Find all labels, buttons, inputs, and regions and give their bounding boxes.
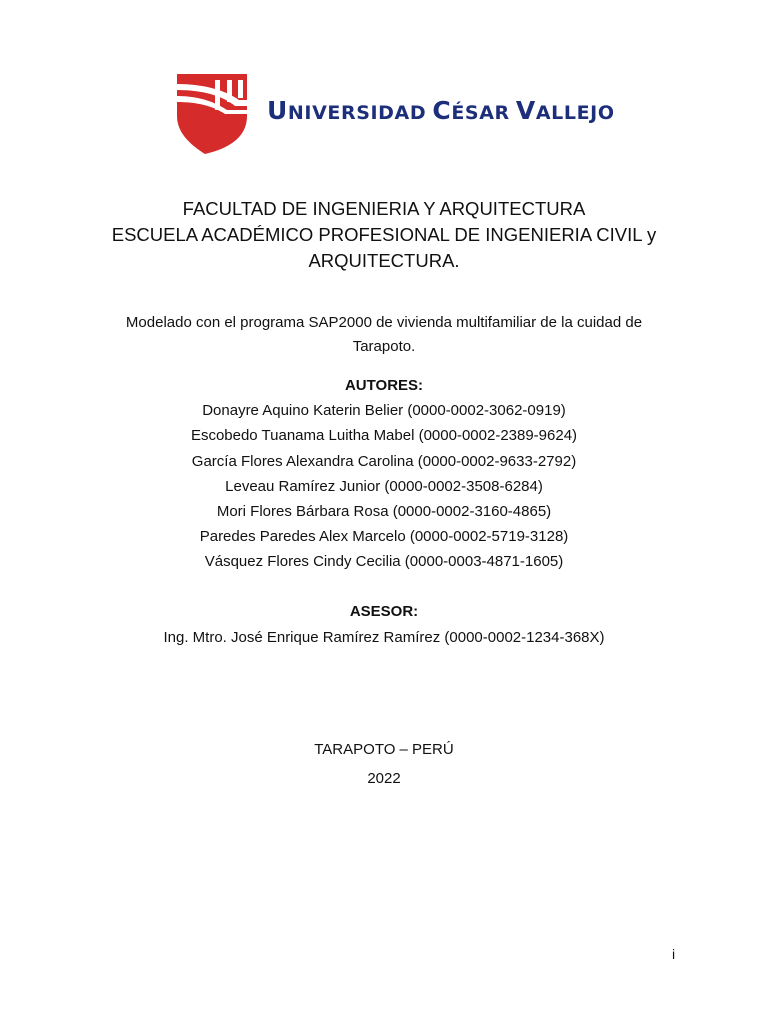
author-name: Mori Flores Bárbara Rosa (0000-0002-3160-4865) bbox=[216, 503, 552, 521]
faculty-header bbox=[0, 196, 768, 274]
author-name: Donayre Aquino Katerin Belier (0000-0002-3062-0919) bbox=[202, 402, 566, 420]
logo-word3-rest: ALLEJO bbox=[535, 102, 615, 124]
author-name: Leveau Ramírez Junior (0000-0002-3508-6284) bbox=[225, 477, 543, 495]
place: TARAPOTO – PERÚ bbox=[314, 741, 454, 758]
logo-word1-rest: NIVERSIDAD bbox=[287, 102, 427, 124]
school-name-line1: ESCUELA ACADÉMICO PROFESIONAL DE INGENIERIA CIVIL y bbox=[111, 224, 657, 245]
university-logo bbox=[175, 70, 615, 154]
logo-word2-initial: C bbox=[432, 96, 452, 125]
page-number: i bbox=[672, 946, 676, 962]
logo-word1-initial: U bbox=[267, 96, 288, 125]
university-shield-icon bbox=[175, 70, 255, 154]
authors-label: AUTORES: bbox=[344, 377, 424, 394]
footer-section bbox=[0, 735, 768, 793]
thesis-title-line2: Tarapoto. bbox=[352, 338, 416, 355]
faculty-name: FACULTAD DE INGENIERIA Y ARQUITECTURA bbox=[182, 198, 586, 219]
author-name: Escobedo Tuanama Luitha Mabel (0000-0002-2389-9624) bbox=[190, 427, 578, 445]
logo-word3-initial: V bbox=[515, 96, 536, 125]
asesor-section bbox=[0, 599, 768, 651]
logo-word2-rest: ÉSAR bbox=[451, 102, 510, 124]
author-name: García Flores Alexandra Carolina (0000-0002-9633-2792) bbox=[191, 452, 577, 470]
asesor-name: Ing. Mtro. José Enrique Ramírez Ramírez (0000-0002-1234-368X) bbox=[163, 629, 605, 646]
year: 2022 bbox=[367, 770, 401, 787]
asesor-label: ASESOR: bbox=[349, 603, 419, 620]
author-name: Paredes Paredes Alex Marcelo (0000-0002-5719-3128) bbox=[199, 528, 569, 546]
thesis-title-line1: Modelado con el programa SAP2000 de vivienda multifamiliar de la cuidad de bbox=[125, 314, 643, 331]
thesis-title bbox=[0, 311, 768, 359]
university-name bbox=[267, 96, 615, 125]
author-name: Vásquez Flores Cindy Cecilia (0000-0003-4871-1605) bbox=[204, 553, 564, 571]
school-name-line2: ARQUITECTURA. bbox=[308, 250, 460, 271]
authors-section bbox=[0, 373, 768, 575]
